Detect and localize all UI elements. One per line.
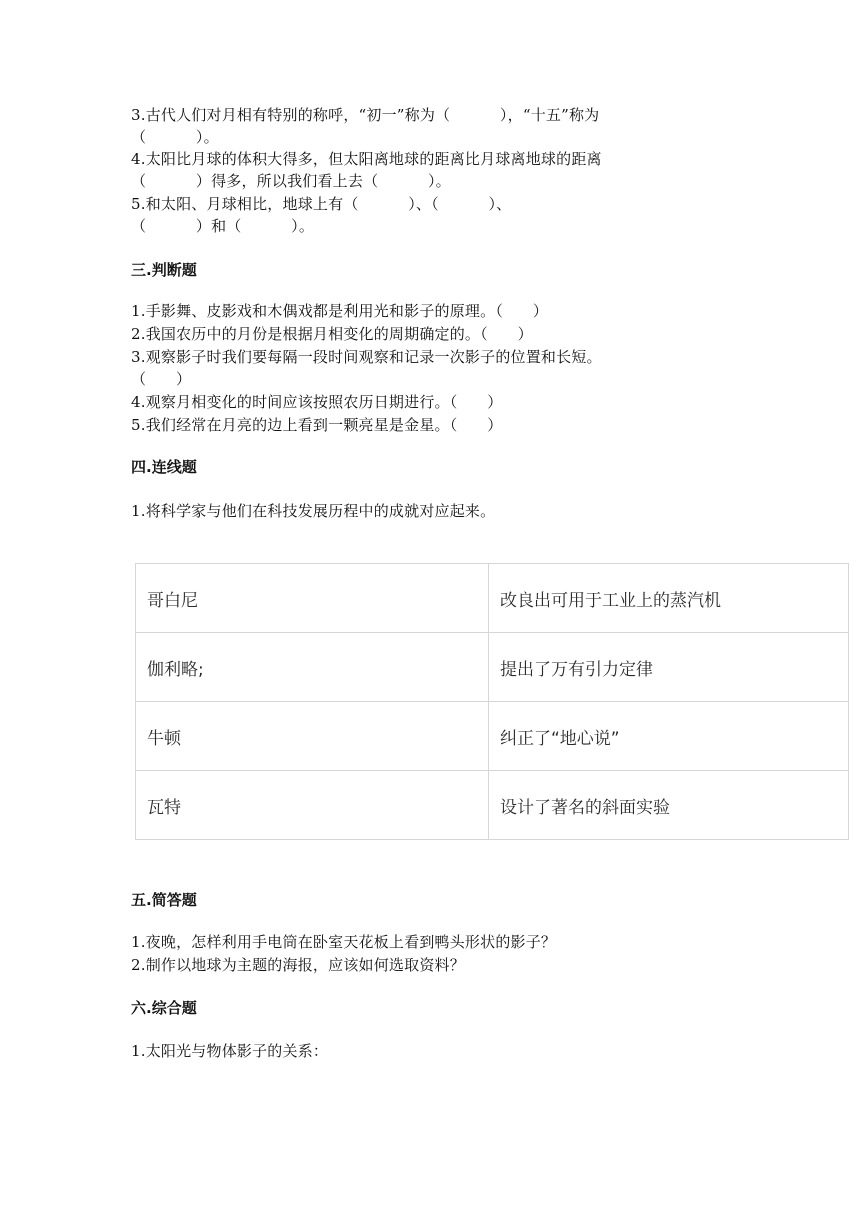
scientist-cell[interactable]: 哥白尼 bbox=[136, 564, 489, 633]
judge-question-2: 2.我国农历中的月份是根据月相变化的周期确定的。（ ） bbox=[131, 325, 533, 343]
judge-question-3-line-2: （ ） bbox=[131, 370, 192, 388]
scientist-cell[interactable]: 伽利略; bbox=[136, 633, 489, 702]
fill-question-4-line-2: （ ）得多，所以我们看上去（ ）。 bbox=[131, 172, 451, 190]
judge-question-4: 4.观察月相变化的时间应该按照农历日期进行。（ ） bbox=[131, 393, 503, 411]
table-row bbox=[136, 702, 849, 771]
match-section-heading: 四.连线题 bbox=[131, 458, 197, 476]
achievement-cell[interactable]: 纠正了“地心说” bbox=[489, 702, 849, 771]
fill-question-3-line-1: 3.古代人们对月相有特别的称呼，“初一”称为（ ），“十五”称为 bbox=[131, 106, 600, 124]
achievement-cell[interactable]: 提出了万有引力定律 bbox=[489, 633, 849, 702]
match-table bbox=[135, 563, 849, 840]
fill-question-5-line-2: （ ）和（ ）。 bbox=[131, 217, 315, 235]
fill-question-5-line-1: 5.和太阳、月球相比，地球上有（ ）、（ ）、 bbox=[131, 195, 512, 213]
table-row bbox=[136, 771, 849, 840]
achievement-cell[interactable]: 设计了著名的斜面实验 bbox=[489, 771, 849, 840]
judge-section-heading: 三.判断题 bbox=[131, 261, 197, 279]
short-answer-question-1: 1.夜晚，怎样利用手电筒在卧室天花板上看到鸭头形状的影子？ bbox=[131, 933, 557, 951]
fill-question-4-line-1: 4.太阳比月球的体积大得多，但太阳离地球的距离比月球离地球的距离 bbox=[131, 150, 602, 168]
scientist-cell[interactable]: 瓦特 bbox=[136, 771, 489, 840]
short-answer-section-heading: 五.简答题 bbox=[131, 891, 197, 909]
comprehensive-section-heading: 六.综合题 bbox=[131, 999, 197, 1017]
match-question: 1.将科学家与他们在科技发展历程中的成就对应起来。 bbox=[131, 502, 496, 520]
judge-question-1: 1.手影舞、皮影戏和木偶戏都是利用光和影子的原理。（ ） bbox=[131, 302, 549, 320]
scientist-cell[interactable]: 牛顿 bbox=[136, 702, 489, 771]
judge-question-5: 5.我们经常在月亮的边上看到一颗亮星是金星。（ ） bbox=[131, 416, 503, 434]
short-answer-question-2: 2.制作以地球为主题的海报，应该如何选取资料？ bbox=[131, 956, 465, 974]
fill-question-3-line-2: （ ）。 bbox=[131, 128, 219, 146]
table-row bbox=[136, 564, 849, 633]
achievement-cell[interactable]: 改良出可用于工业上的蒸汽机 bbox=[489, 564, 849, 633]
table-row bbox=[136, 633, 849, 702]
comprehensive-question-1: 1.太阳光与物体影子的关系： bbox=[131, 1042, 329, 1060]
judge-question-3-line-1: 3.观察影子时我们要每隔一段时间观察和记录一次影子的位置和长短。 bbox=[131, 348, 602, 366]
